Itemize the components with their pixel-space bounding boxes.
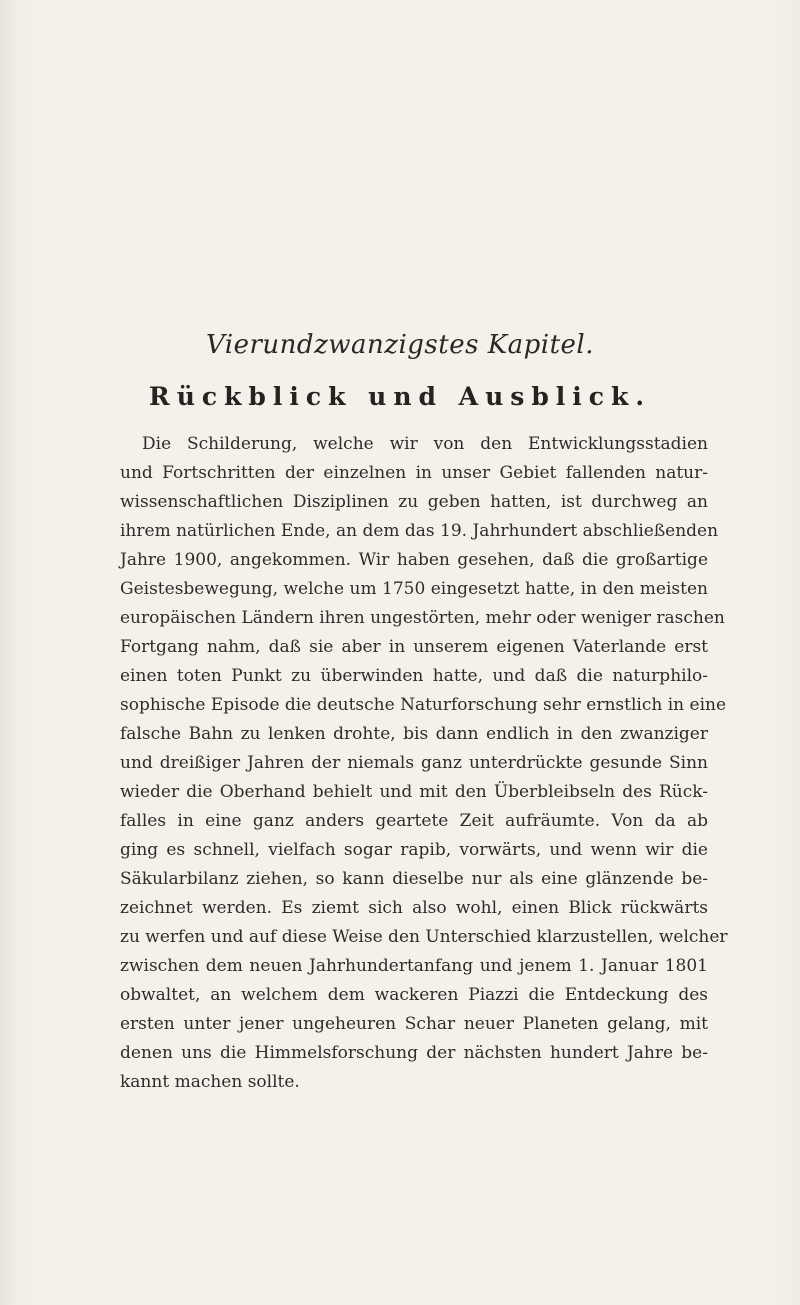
text-line: und Fortschritten der einzelnen in unser Gebiet fallenden natur- (120, 463, 708, 483)
text-line: und dreißiger Jahren der niemals ganz unterdrückte gesunde Sinn (120, 753, 708, 773)
text-line: ihrem natürlichen Ende, an dem das 19. Jahrhundert abschließenden (120, 521, 719, 541)
body-paragraph (120, 430, 728, 1097)
text-line: sophische Episode die deutsche Naturforschung sehr ernstlich in eine (120, 695, 727, 715)
text-line: Geistesbewegung, welche um 1750 eingesetzt hatte, in den meisten (120, 579, 708, 599)
text-line: einen toten Punkt zu überwinden hatte, und daß die naturphilo- (120, 666, 708, 686)
text-line: denen uns die Himmelsforschung der nächsten hundert Jahre be- (120, 1043, 708, 1063)
text-line: ging es schnell, vielfach sogar rapib, vorwärts, und wenn wir die (120, 840, 708, 860)
text-line: wissenschaftlichen Disziplinen zu geben hatten, ist durchweg an (120, 492, 708, 512)
text-line: Säkularbilanz ziehen, so kann dieselbe nur als eine glänzende be- (120, 869, 708, 889)
text-line: falsche Bahn zu lenken drohte, bis dann endlich in den zwanziger (120, 724, 708, 744)
text-line: zeichnet werden. Es ziemt sich also wohl, einen Blick rückwärts (120, 898, 708, 918)
section-title: Rückblick und Ausblick. (148, 382, 652, 411)
text-line: zu werfen und auf diese Weise den Unterschied klarzustellen, welcher (120, 927, 728, 947)
text-line: Jahre 1900, angekommen. Wir haben gesehen, daß die großartige (120, 550, 708, 570)
text-line: Die Schilderung, welche wir von den Entwicklungsstadien (142, 434, 708, 454)
text-line: falles in eine ganz anders geartete Zeit aufräumte. Von da ab (120, 811, 708, 831)
text-line: ersten unter jener ungeheuren Schar neuer Planeten gelang, mit (120, 1014, 708, 1034)
chapter-title: Vierundzwanzigstes Kapitel. (205, 330, 595, 360)
text-line: kannt machen sollte. (120, 1072, 300, 1092)
text-line: Fortgang nahm, daß sie aber in unserem eigenen Vaterlande erst (120, 637, 708, 657)
text-line: wieder die Oberhand behielt und mit den Überbleibseln des Rück- (120, 782, 708, 802)
text-line: zwischen dem neuen Jahrhundertanfang und jenem 1. Januar 1801 (120, 956, 708, 976)
text-line: europäischen Ländern ihren ungestörten, mehr oder weniger raschen (120, 608, 725, 628)
text-line: obwaltet, an welchem dem wackeren Piazzi die Entdeckung des (120, 985, 708, 1005)
